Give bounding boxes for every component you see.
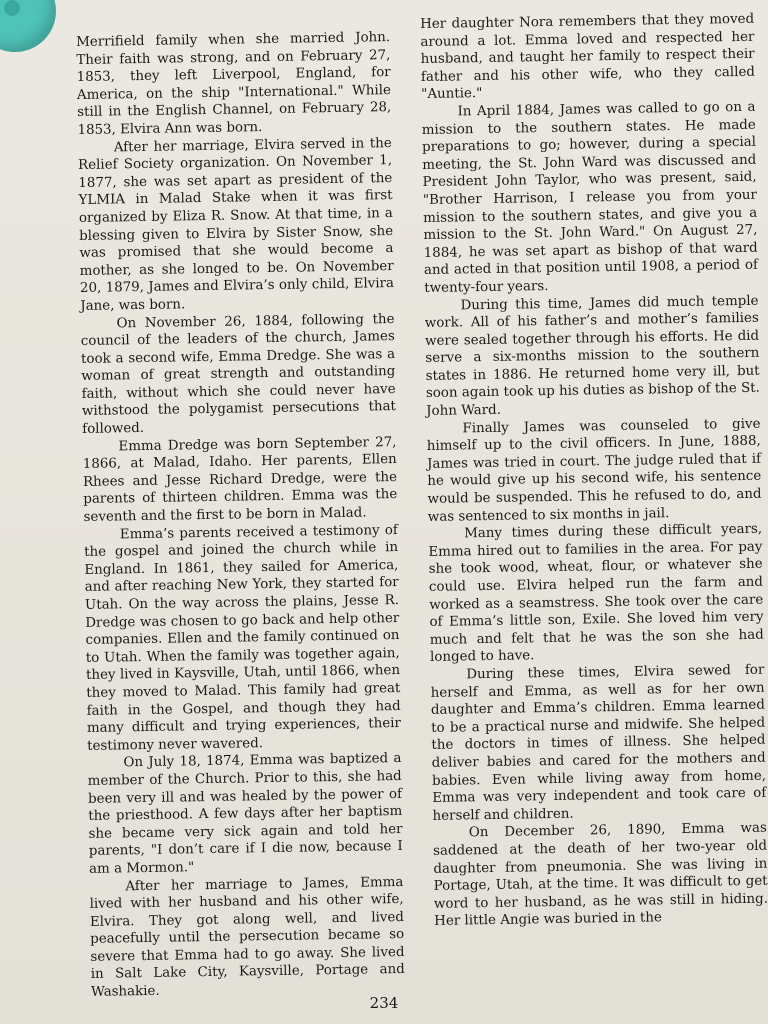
paragraph: Emma’s parents received a testimony of the gospel and joined the church while in England. In 1861, they sailed for America, and after reaching New York, they started for Utah. On the way across the plains, Jesse R. Dredge was chosen to go back and help other companies. Ellen and the family continued on to Utah. When the family was together again, they lived in Kaysville, Utah, until 1866, when they moved to Malad. This family had great faith in the Gospel, and though they had many difficult and trying experiences, their testimony never wavered. [84,522,401,754]
paragraph: In April 1884, James was called to go on a mission to the southern states. He made preparations to go; however, during a special meeting, the St. John Ward was discussed and President John Taylor, who was present, said, "Brother Harrison, I release you from your mission to the southern states, and give you a mission to the St. John Ward." On August 27, 1884, he was set apart as bishop of that ward and acted in that position until 1908, a period of twenty-four years. [421,99,759,296]
paragraph: On December 26, 1890, Emma was saddened at the death of her two-year old daughter from pneumonia. She was living in Portage, Utah, at the time. It was difficult to get word to her husband, as he was still in hiding. Her little Angie was buried in the [433,820,768,930]
page-number: 234 [369,994,399,1012]
left-column [76,29,405,1001]
paragraph: During these times, Elvira sewed for herself and Emma, as well as for her own daughter and Emma’s children. Emma learned to be a practical nurse and midwife. She helped the doctors in times of illness. She helped deliver babies and cared for the mothers and babies. Even while living away from home, Emma was very independent and took care of herself and children. [430,662,767,824]
paragraph: Many times during these difficult years, Emma hired out to families in the area. For pay she took wood, wheat, flour, or whatever she could use. Elvira helped run the farm and worked as a seamstress. She took over the care of Emma’s little son, Exile. She loved him very much and felt that he was the son she had longed to have. [428,521,764,666]
paragraph: Finally James was counseled to give himself up to the civil officers. In June, 1888, James was tried in court. The judge ruled that if he would give up his second wife, his sentence would be suspended. This he refused to do, and was sentenced to six months in jail. [426,416,762,525]
paragraph: On July 18, 1874, Emma was baptized a member of the Church. Prior to this, she had been very ill and was healed by the power of the priesthood. A few days after her baptism she became very sick again and told her parents, "I don’t care if I die now, because I am a Mormon." [87,751,403,877]
paragraph: Merrifield family when she married John. Their faith was strong, and on February 27, 1853, they left Liverpool, England, for America, on the ship "International." While still in the English Channel, on February 28, 1853, Elvira Ann was born. [76,30,392,138]
paragraph: After her marriage, Elvira served in the Relief Society organization. On November 1, 1877, she was set apart as president of the YLMIA in Malad Stake when it was first organized by Eliza R. Snow. At that time, in a blessing given to Elvira by Sister Snow, she was promised that she would become a mother, as she longed to be. On November 20, 1879, James and Elvira’s only child, Elvira Jane, was born. [77,135,395,314]
paragraph: Emma Dredge was born September 27, 1866, at Malad, Idaho. Her parents, Ellen Rhees and Jesse Richard Dredge, were the parents of thirteen children. Emma was the seventh and the first to be born in Malad. [82,434,398,525]
page-tab-marker [0,0,56,52]
paragraph: On November 26, 1884, following the council of the leaders of the church, James took a second wife, Emma Dredge. She was a woman of great strength and outstanding faith, without which she could never have withstood the polygamist persecutions that followed. [80,311,397,438]
paragraph: After her marriage to James, Emma lived with her husband and his other wife, Elvira. They got along well, and lived peacefully until the persecution became so severe that Emma had to go away. She lived in Salt Lake City, Kaysville, Portage and Washakie. [89,874,405,1000]
paragraph: Her daughter Nora remembers that they moved around a lot. Emma loved and respected her husband, and taught her family to respect their father and his other wife, who they called "Auntie." [420,11,756,103]
right-column [420,11,768,931]
paragraph: During this time, James did much temple work. All of his father’s and mother’s families were sealed together through his efforts. He did serve a six-months mission to the southern states in 1886. He returned home very ill, but soon again took up his duties as bishop of the St. John Ward. [424,293,761,420]
